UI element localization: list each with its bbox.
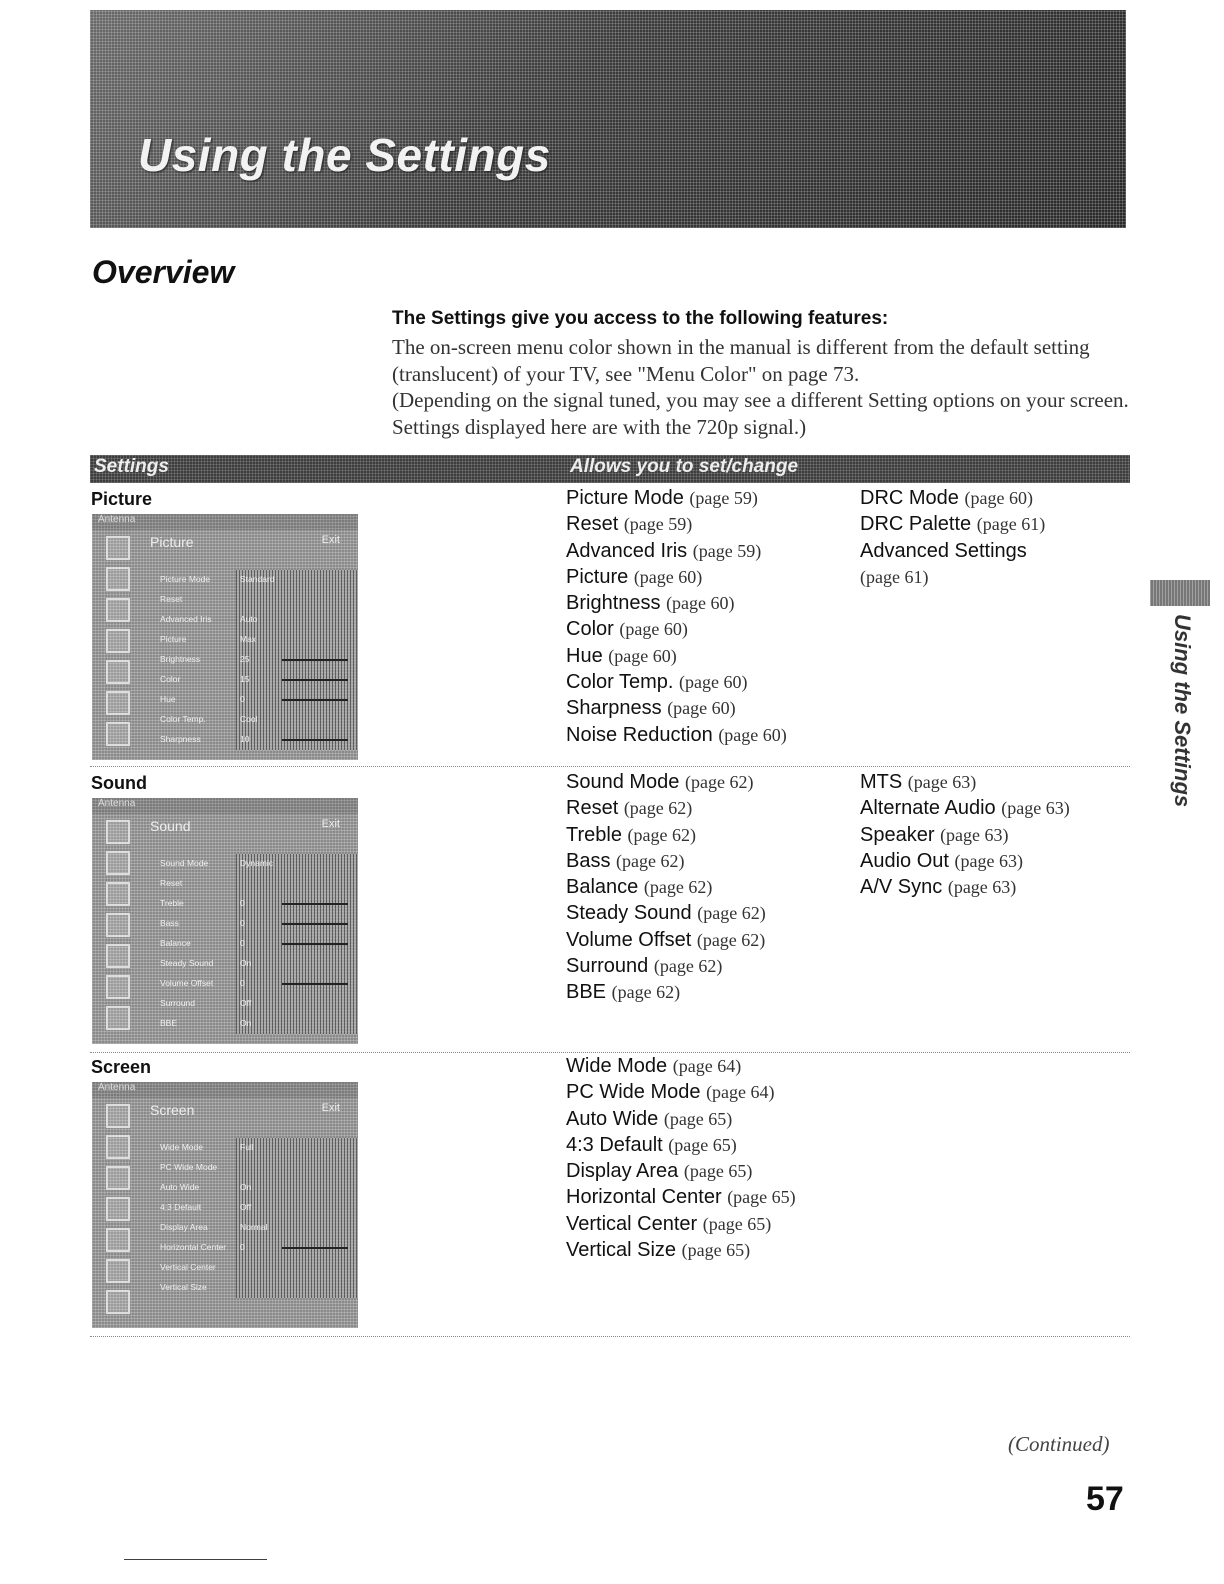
menu-row-label: Picture <box>160 634 187 644</box>
menu-row <box>152 610 358 630</box>
feature-name: Treble <box>566 823 622 846</box>
menu-row-label: Vertical Size <box>160 1282 207 1292</box>
menu-row-value: 0 <box>240 1242 245 1252</box>
picture-features-column-1 <box>566 485 787 748</box>
menu-row-background <box>236 1198 358 1218</box>
menu-row-value: 0 <box>240 694 245 704</box>
feature-item <box>566 695 787 721</box>
menu-row-value: 15 <box>240 674 250 684</box>
menu-row-label: Balance <box>160 938 191 948</box>
menu-row <box>152 1014 358 1034</box>
menu-row-background <box>236 994 358 1014</box>
menu-row <box>152 854 358 874</box>
feature-name: Vertical Center <box>566 1212 698 1235</box>
feature-item <box>566 1158 796 1184</box>
feature-name: Sound Mode <box>566 771 680 793</box>
menu-row <box>152 1218 358 1238</box>
feature-name: A/V Sync <box>860 876 943 899</box>
feature-item <box>566 953 766 979</box>
feature-name: Color <box>566 618 614 641</box>
table-header <box>90 455 1130 483</box>
menu-row-background <box>236 874 358 894</box>
intro-paragraph-1: The on-screen menu color shown in the manual is different from the default setting (translucent) of your TV, see "Menu Color" on page 73. <box>392 335 1090 386</box>
feature-name: Vertical Size <box>566 1239 677 1262</box>
feature-item <box>566 1184 796 1210</box>
menu-category-icon <box>106 1197 130 1221</box>
page-ref: (page 60) <box>679 672 748 693</box>
menu-row <box>152 1158 358 1178</box>
screen-features-column-1 <box>566 1053 796 1263</box>
menu-row-value: 0 <box>240 918 245 928</box>
menu-row-slider <box>282 739 348 741</box>
feature-name: Advanced Settings <box>860 539 1027 562</box>
page-ref: (page 60) <box>666 593 735 614</box>
menu-row-slider <box>282 679 348 681</box>
feature-name: Reset <box>566 513 619 536</box>
menu-row-label: Advanced Iris <box>160 614 212 624</box>
feature-item <box>566 669 787 695</box>
section-title-screen: Screen <box>91 1057 152 1077</box>
menu-row <box>152 1198 358 1218</box>
page-ref: (page 64) <box>672 1056 742 1076</box>
page-ref: (page 63) <box>1001 798 1070 819</box>
menu-row <box>152 974 358 994</box>
menu-row-value: Normal <box>240 1222 268 1232</box>
page-ref: (page 60) <box>608 645 677 666</box>
menu-row-label: Surround <box>160 998 195 1008</box>
sound-features-column-1 <box>566 769 766 1006</box>
footer-rule <box>124 1559 267 1560</box>
menu-row-background <box>236 1138 358 1158</box>
menu-row-slider <box>282 659 348 661</box>
menu-category-icon <box>106 975 130 999</box>
menu-row <box>152 1278 358 1298</box>
feature-item <box>566 1132 796 1158</box>
menu-row-background <box>236 1258 358 1278</box>
menu-category-icon <box>106 1104 130 1128</box>
intro-heading: The Settings give you access to the following features: <box>392 308 889 329</box>
page-ref: (page 61) <box>976 514 1046 535</box>
menu-row-background <box>236 1278 358 1298</box>
menu-row-value: 25 <box>240 654 250 664</box>
feature-name: DRC Palette <box>860 513 972 536</box>
menu-row <box>152 570 358 590</box>
feature-name: Wide Mode <box>566 1055 668 1077</box>
feature-name: 4:3 Default <box>566 1133 663 1156</box>
menu-row-background <box>236 1014 358 1034</box>
menu-row-label: Volume Offset <box>160 978 214 988</box>
menu-row-label: Sharpness <box>160 734 201 744</box>
menu-category-icon <box>106 536 130 560</box>
feature-item <box>566 590 787 616</box>
intro-paragraph-2: (Depending on the signal tuned, you may see a different Setting options on your screen. Settings displayed here are with the 720p signal.) <box>392 388 1129 439</box>
menu-category-icon <box>106 691 130 715</box>
menu-row <box>152 1138 358 1158</box>
menu-title: Sound <box>150 818 191 834</box>
page-ref: (page 65) <box>702 1213 772 1234</box>
header-allows: Allows you to set/change <box>570 456 799 477</box>
menu-row-label: Wide Mode <box>160 1142 203 1152</box>
feature-item <box>566 795 766 821</box>
menu-category-icon <box>106 1135 130 1159</box>
menu-category-icon <box>106 722 130 746</box>
feature-name: Horizontal Center <box>566 1186 722 1209</box>
menu-exit-label: Exit <box>321 818 340 830</box>
page-ref: (page 64) <box>706 1082 775 1103</box>
menu-row <box>152 934 358 954</box>
feature-item <box>566 1079 796 1105</box>
banner-title: Using the Settings <box>138 129 551 181</box>
menu-row-value: Cool <box>240 714 258 724</box>
menu-row-label: Sound Mode <box>160 858 209 868</box>
menu-row <box>152 1258 358 1278</box>
page-ref: (page 60) <box>633 566 703 587</box>
sound-features-column-2 <box>860 769 1070 900</box>
feature-item <box>860 769 1070 795</box>
feature-item-continued <box>860 564 1045 590</box>
menu-category-icon <box>106 629 130 653</box>
menu-rows <box>152 1138 358 1298</box>
menu-exit-label: Exit <box>321 1102 340 1114</box>
menu-row <box>152 730 358 750</box>
menu-row-background <box>236 954 358 974</box>
menu-category-icon <box>106 1290 130 1314</box>
menu-row-value: On <box>240 958 252 968</box>
menu-row <box>152 894 358 914</box>
menu-row-background <box>236 1178 358 1198</box>
feature-name: Picture Mode <box>566 487 684 509</box>
feature-item <box>860 848 1070 874</box>
feature-item <box>860 511 1045 537</box>
menu-category-icon <box>106 1006 130 1030</box>
menu-rows <box>152 570 358 750</box>
feature-name: Speaker <box>860 823 935 846</box>
title-banner <box>90 10 1126 228</box>
menu-row-value: 0 <box>240 978 245 988</box>
feature-name: DRC Mode <box>860 487 959 509</box>
menu-row-label: Color Temp. <box>160 714 206 724</box>
feature-name: Color Temp. <box>566 671 674 694</box>
page-number: 57 <box>1086 1480 1124 1518</box>
menu-row <box>152 630 358 650</box>
menu-row <box>152 874 358 894</box>
page-ref: (page 65) <box>683 1161 753 1182</box>
page-ref: (page 60) <box>667 698 736 719</box>
menu-category-icon <box>106 1166 130 1190</box>
page-ref: (page 65) <box>681 1240 751 1261</box>
menu-row-value: Max <box>240 634 257 644</box>
menu-row-slider <box>282 943 348 945</box>
menu-row-label: Reset <box>160 594 183 604</box>
feature-name: MTS <box>860 771 903 793</box>
menu-row-label: Steady Sound <box>160 958 214 968</box>
menu-row-value: On <box>240 1182 252 1192</box>
intro-text <box>392 334 1132 440</box>
feature-item <box>566 722 787 748</box>
sound-menu-screenshot <box>92 798 358 1044</box>
menu-row-label: Picture Mode <box>160 574 211 584</box>
page-ref: (page 59) <box>623 514 693 535</box>
page-ref: (page 62) <box>616 850 685 871</box>
feature-item <box>566 1053 796 1079</box>
overview-heading: Overview <box>92 254 235 290</box>
feature-item <box>860 874 1070 900</box>
feature-item <box>860 485 1045 511</box>
section-title-picture: Picture <box>91 489 153 509</box>
feature-item <box>566 616 787 642</box>
feature-item <box>566 1106 796 1132</box>
page-ref: (page 63) <box>954 850 1023 871</box>
menu-row-label: Color <box>160 674 181 684</box>
menu-input-label: Antenna <box>92 514 358 530</box>
page-ref: (page 62) <box>627 824 696 845</box>
feature-name: Audio Out <box>860 849 949 872</box>
menu-row-slider <box>282 923 348 925</box>
feature-name: Hue <box>566 644 603 667</box>
menu-row-value: Off <box>240 998 252 1008</box>
menu-row <box>152 670 358 690</box>
menu-category-icon <box>106 944 130 968</box>
menu-row-label: Auto Wide <box>160 1182 200 1192</box>
feature-name: Bass <box>566 849 611 872</box>
feature-name: BBE <box>566 981 607 1004</box>
side-tab-text: Using the Settings <box>1170 614 1195 808</box>
page-ref: (page 61) <box>860 566 929 587</box>
menu-row-label: BBE <box>160 1018 178 1028</box>
menu-row-value: Auto <box>240 614 258 624</box>
menu-row-label: Horizontal Center <box>160 1242 227 1252</box>
page-ref: (page 63) <box>947 877 1017 898</box>
menu-row <box>152 650 358 670</box>
menu-exit-label: Exit <box>321 534 340 546</box>
feature-item <box>566 1211 796 1237</box>
menu-row <box>152 914 358 934</box>
menu-row-slider <box>282 699 348 701</box>
feature-item <box>566 564 787 590</box>
feature-name: Brightness <box>566 592 661 615</box>
continued-note: (Continued) <box>1008 1432 1110 1456</box>
menu-row-label: Treble <box>160 898 184 908</box>
feature-name: PC Wide Mode <box>566 1081 701 1104</box>
feature-name: Steady Sound <box>566 902 692 925</box>
page-ref: (page 60) <box>964 488 1033 508</box>
menu-row <box>152 690 358 710</box>
feature-name: Sharpness <box>566 697 662 720</box>
menu-row-value: 10 <box>240 734 250 744</box>
menu-input-label: Antenna <box>92 1082 358 1098</box>
menu-row-label: 4:3 Default <box>160 1202 202 1212</box>
feature-item <box>566 848 766 874</box>
feature-item <box>566 874 766 900</box>
section-title-sound: Sound <box>91 773 147 793</box>
feature-item <box>860 822 1070 848</box>
menu-row <box>152 710 358 730</box>
menu-row <box>152 590 358 610</box>
feature-item <box>860 795 1070 821</box>
feature-item <box>566 1237 796 1263</box>
menu-rows <box>152 854 358 1034</box>
section-divider <box>90 1336 1130 1337</box>
page-ref: (page 60) <box>619 619 688 640</box>
menu-row-label: Hue <box>160 694 176 704</box>
page-ref: (page 62) <box>684 772 754 792</box>
menu-row-label: Display Area <box>160 1222 208 1232</box>
feature-item <box>566 643 787 669</box>
menu-category-icon <box>106 1259 130 1283</box>
menu-row-slider <box>282 903 348 905</box>
feature-name: Auto Wide <box>566 1107 659 1130</box>
page-ref: (page 60) <box>718 724 787 745</box>
menu-category-icon <box>106 1228 130 1252</box>
menu-row <box>152 1238 358 1258</box>
page-ref: (page 62) <box>653 956 723 977</box>
feature-name: Display Area <box>566 1160 679 1183</box>
page-ref: (page 63) <box>907 772 977 792</box>
feature-name: Balance <box>566 876 639 899</box>
side-tab-marker <box>1150 580 1210 606</box>
page-ref: (page 65) <box>727 1187 796 1208</box>
feature-item <box>566 769 766 795</box>
header-settings: Settings <box>94 456 169 477</box>
menu-row-label: Bass <box>160 918 179 928</box>
page-ref: (page 59) <box>692 540 762 561</box>
menu-row-value: Off <box>240 1202 252 1212</box>
menu-category-icon <box>106 913 130 937</box>
menu-category-icon <box>106 567 130 591</box>
feature-item <box>566 927 766 953</box>
menu-row-background <box>236 1158 358 1178</box>
menu-category-icon <box>106 660 130 684</box>
menu-row-value: Dynamic <box>240 858 274 868</box>
feature-item <box>566 900 766 926</box>
feature-name: Advanced Iris <box>566 539 688 562</box>
feature-name: Alternate Audio <box>860 797 996 820</box>
menu-row-slider <box>282 1247 348 1249</box>
menu-title: Screen <box>150 1102 195 1118</box>
feature-item <box>566 822 766 848</box>
menu-row <box>152 1178 358 1198</box>
menu-category-icon <box>106 598 130 622</box>
menu-row-value: Standard <box>240 574 275 584</box>
menu-input-label: Antenna <box>92 798 358 814</box>
page-ref: (page 62) <box>696 929 766 950</box>
feature-item <box>566 485 787 511</box>
menu-row-slider <box>282 983 348 985</box>
menu-row-value: On <box>240 1018 252 1028</box>
menu-row-label: Vertical Center <box>160 1262 216 1272</box>
picture-menu-screenshot <box>92 514 358 760</box>
menu-row-label: Brightness <box>160 654 201 664</box>
menu-row-value: 0 <box>240 898 245 908</box>
page-ref: (page 65) <box>663 1108 733 1129</box>
page-ref: (page 59) <box>689 488 758 508</box>
feature-item <box>566 511 787 537</box>
menu-row-value: Full <box>240 1142 254 1152</box>
menu-row <box>152 994 358 1014</box>
feature-name: Surround <box>566 955 649 978</box>
page-ref: (page 62) <box>623 798 693 819</box>
menu-row <box>152 954 358 974</box>
feature-name: Volume Offset <box>566 928 692 951</box>
menu-category-icon <box>106 882 130 906</box>
screen-menu-screenshot <box>92 1082 358 1328</box>
picture-features-column-2 <box>860 485 1045 590</box>
menu-title: Picture <box>150 534 194 550</box>
menu-row-label: Reset <box>160 878 183 888</box>
feature-name: Picture <box>566 565 629 588</box>
page-ref: (page 65) <box>668 1134 737 1155</box>
page-ref: (page 63) <box>940 824 1009 845</box>
feature-name: Reset <box>566 797 619 820</box>
menu-row-background <box>236 590 358 610</box>
menu-category-icon <box>106 851 130 875</box>
section-divider <box>90 766 1130 767</box>
page-ref: (page 62) <box>697 903 766 924</box>
feature-item <box>566 538 787 564</box>
feature-name: Noise Reduction <box>566 723 713 746</box>
menu-row-label: PC Wide Mode <box>160 1162 218 1172</box>
page-ref: (page 62) <box>643 877 713 898</box>
feature-item <box>860 538 1045 564</box>
page-ref: (page 62) <box>611 982 681 1003</box>
menu-row-value: 0 <box>240 938 245 948</box>
feature-item <box>566 979 766 1005</box>
menu-category-icon <box>106 820 130 844</box>
